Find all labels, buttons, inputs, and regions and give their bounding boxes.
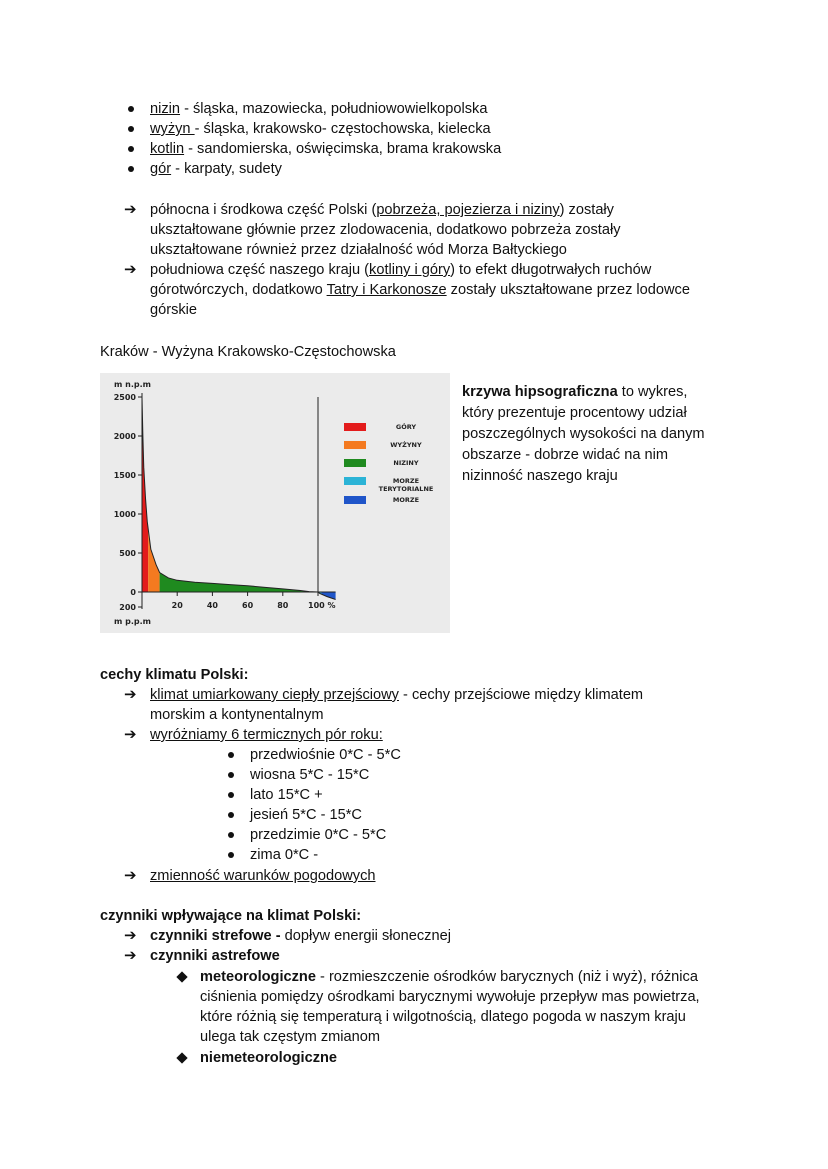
arrow-icon: ➔: [124, 686, 137, 703]
text: - rozmieszczenie ośrodków barycznych (niż i wyż), różnica: [315, 969, 698, 985]
season-text: lato 15*C +: [250, 787, 323, 803]
legend-label: MORZE: [392, 477, 420, 485]
arrow-icon: ➔: [124, 201, 137, 218]
list-item: [228, 745, 401, 765]
bold-text: czynniki strefowe -: [150, 928, 281, 944]
list-term: wyżyn: [150, 121, 195, 137]
list-term: kotlin: [150, 141, 185, 157]
arrow-item: [124, 685, 643, 725]
underlined-text: Tatry i Karkonosze: [326, 282, 447, 298]
list-item: [128, 99, 487, 119]
list-item: [128, 139, 501, 159]
underlined-text: kotliny i góry: [369, 262, 451, 278]
text: północna i środkowa część Polski (: [150, 202, 377, 218]
text: dopływ energii słonecznej: [280, 928, 451, 944]
season-text: wiosna 5*C - 15*C: [250, 767, 370, 783]
bullet-icon: [228, 772, 234, 778]
bullet-icon: [128, 106, 134, 112]
y-tick-label: 200: [119, 603, 136, 612]
text: które różnią się temperaturą i wilgotnością, dlatego pogoda w naszym kraju: [200, 1009, 686, 1025]
x-tick-label: 80: [277, 601, 289, 610]
list-text: - śląska, krakowsko- częstochowska, kielecka: [194, 121, 491, 137]
list-text: - sandomierska, oświęcimska, brama krakowska: [184, 141, 502, 157]
list-item: [128, 119, 491, 139]
legend-label: GÓRY: [395, 423, 417, 431]
bold-text: meteorologiczne: [200, 969, 316, 985]
underlined-text: wyróżniamy 6 termicznych pór roku:: [150, 727, 383, 743]
definition: [462, 382, 705, 487]
season-text: zima 0*C -: [250, 847, 319, 863]
text: ukształtowane głównie przez zlodowacenia, dodatkowo pobrzeża zostały: [150, 222, 621, 238]
arrow-item: [124, 200, 621, 260]
factors-heading: [100, 906, 361, 926]
underlined-text: pobrzeża, pojezierza i niziny: [376, 202, 560, 218]
bullet-icon: [128, 166, 134, 172]
diamond-bullet-icon: [176, 971, 187, 982]
text: ciśnienia pomiędzy ośrodkami barycznymi wywołuje przepływ mas powietrza,: [200, 989, 700, 1005]
section-caption: Kraków - Wyżyna Krakowsko-Częstochowska: [100, 344, 396, 360]
text: - cechy przejściowe między klimatem: [398, 687, 644, 703]
list-item: [228, 805, 362, 825]
text: ) zostały: [559, 202, 614, 218]
legend-swatch: [344, 459, 366, 467]
list-term: gór: [150, 161, 172, 177]
diamond-item: [176, 1048, 337, 1068]
legend-label: WYŻYNY: [390, 441, 422, 449]
text: poszczególnych wysokości na danym: [462, 426, 705, 442]
legend-swatch: [344, 496, 366, 504]
y-axis-label-bottom: m p.p.m: [114, 617, 151, 626]
list-term: nizin: [150, 101, 181, 117]
text: ) to efekt długotrwałych ruchów: [450, 262, 652, 278]
climate-heading: [100, 665, 248, 685]
hypsographic-chart: [100, 373, 450, 633]
underlined-text: zmienność warunków pogodowych: [150, 868, 376, 884]
bullet-icon: [228, 832, 234, 838]
x-tick-label: 100 %: [308, 601, 336, 610]
season-text: przedzimie 0*C - 5*C: [250, 827, 387, 843]
bullet-icon: [228, 852, 234, 858]
arrow-item: [124, 260, 690, 320]
arrow-icon: ➔: [124, 867, 137, 884]
x-tick-label: 60: [242, 601, 254, 610]
bullet-icon: [128, 146, 134, 152]
list-item: [228, 845, 318, 865]
list-item: [228, 785, 323, 805]
y-tick-label: 1000: [113, 510, 136, 519]
bullet-icon: [228, 812, 234, 818]
legend-swatch: [344, 477, 366, 485]
y-axis-label-top: m n.p.m: [114, 380, 151, 389]
bold-text: niemeteorologiczne: [200, 1050, 338, 1066]
list-item: [228, 765, 369, 785]
text: obszarze - dobrze widać na nim: [462, 447, 669, 463]
arrow-icon: ➔: [124, 947, 137, 964]
text: ulega tak częstym zmianom: [200, 1029, 381, 1045]
legend-label: TERYTORIALNE: [378, 485, 434, 493]
arrow-item: [124, 926, 451, 946]
text: który prezentuje procentowy udział: [462, 405, 687, 421]
text: górskie: [150, 302, 198, 318]
text: górotwórczych, dodatkowo: [150, 282, 327, 298]
underlined-text: klimat umiarkowany ciepły przejściowy: [150, 687, 399, 703]
y-tick-label: 2500: [113, 393, 136, 402]
list-text: - karpaty, sudety: [171, 161, 282, 177]
text: nizinność naszego kraju: [462, 468, 618, 484]
list-text: - śląska, mazowiecka, południowowielkopolska: [180, 101, 488, 117]
list-item: [228, 825, 386, 845]
hypsographic-curve: [142, 397, 336, 600]
y-tick-label: 2000: [113, 432, 136, 441]
season-text: jesień 5*C - 15*C: [250, 807, 362, 823]
list-item: [128, 159, 282, 179]
text: morskim a kontynentalnym: [150, 707, 324, 723]
heading-text: czynniki wpływające na klimat Polski:: [100, 908, 362, 924]
bullet-icon: [228, 752, 234, 758]
text: ukształtowane również przez działalność wód Morza Bałtyckiego: [150, 242, 567, 258]
band-niziny: [160, 573, 318, 593]
heading-text: cechy klimatu Polski:: [100, 667, 249, 683]
text: to wykres,: [617, 384, 688, 400]
legend-label: NIZINY: [393, 459, 419, 467]
x-tick-label: 20: [171, 601, 183, 610]
diamond-bullet-icon: [176, 1052, 187, 1063]
bullet-icon: [128, 126, 134, 132]
y-tick-label: 0: [130, 588, 136, 597]
diamond-item: [176, 967, 700, 1047]
arrow-icon: ➔: [124, 726, 137, 743]
season-text: przedwiośnie 0*C - 5*C: [250, 747, 401, 763]
arrow-item: [124, 946, 280, 966]
arrow-icon: ➔: [124, 261, 137, 278]
text: południowa część naszego kraju (: [150, 262, 370, 278]
y-tick-label: 1500: [113, 471, 136, 480]
arrow-icon: ➔: [124, 927, 137, 944]
text: zostały ukształtowane przez lodowce: [446, 282, 690, 298]
legend-label: MORZE: [392, 496, 420, 504]
y-tick-label: 500: [119, 549, 136, 558]
bullet-icon: [228, 792, 234, 798]
term-bold: krzywa hipsograficzna: [462, 384, 618, 400]
chart-svg: [100, 373, 450, 633]
arrow-item: [124, 725, 383, 745]
legend-swatch: [344, 441, 366, 449]
arrow-item: [124, 866, 376, 886]
bold-text: czynniki astrefowe: [150, 948, 280, 964]
x-tick-label: 40: [206, 601, 218, 610]
legend-swatch: [344, 423, 366, 431]
